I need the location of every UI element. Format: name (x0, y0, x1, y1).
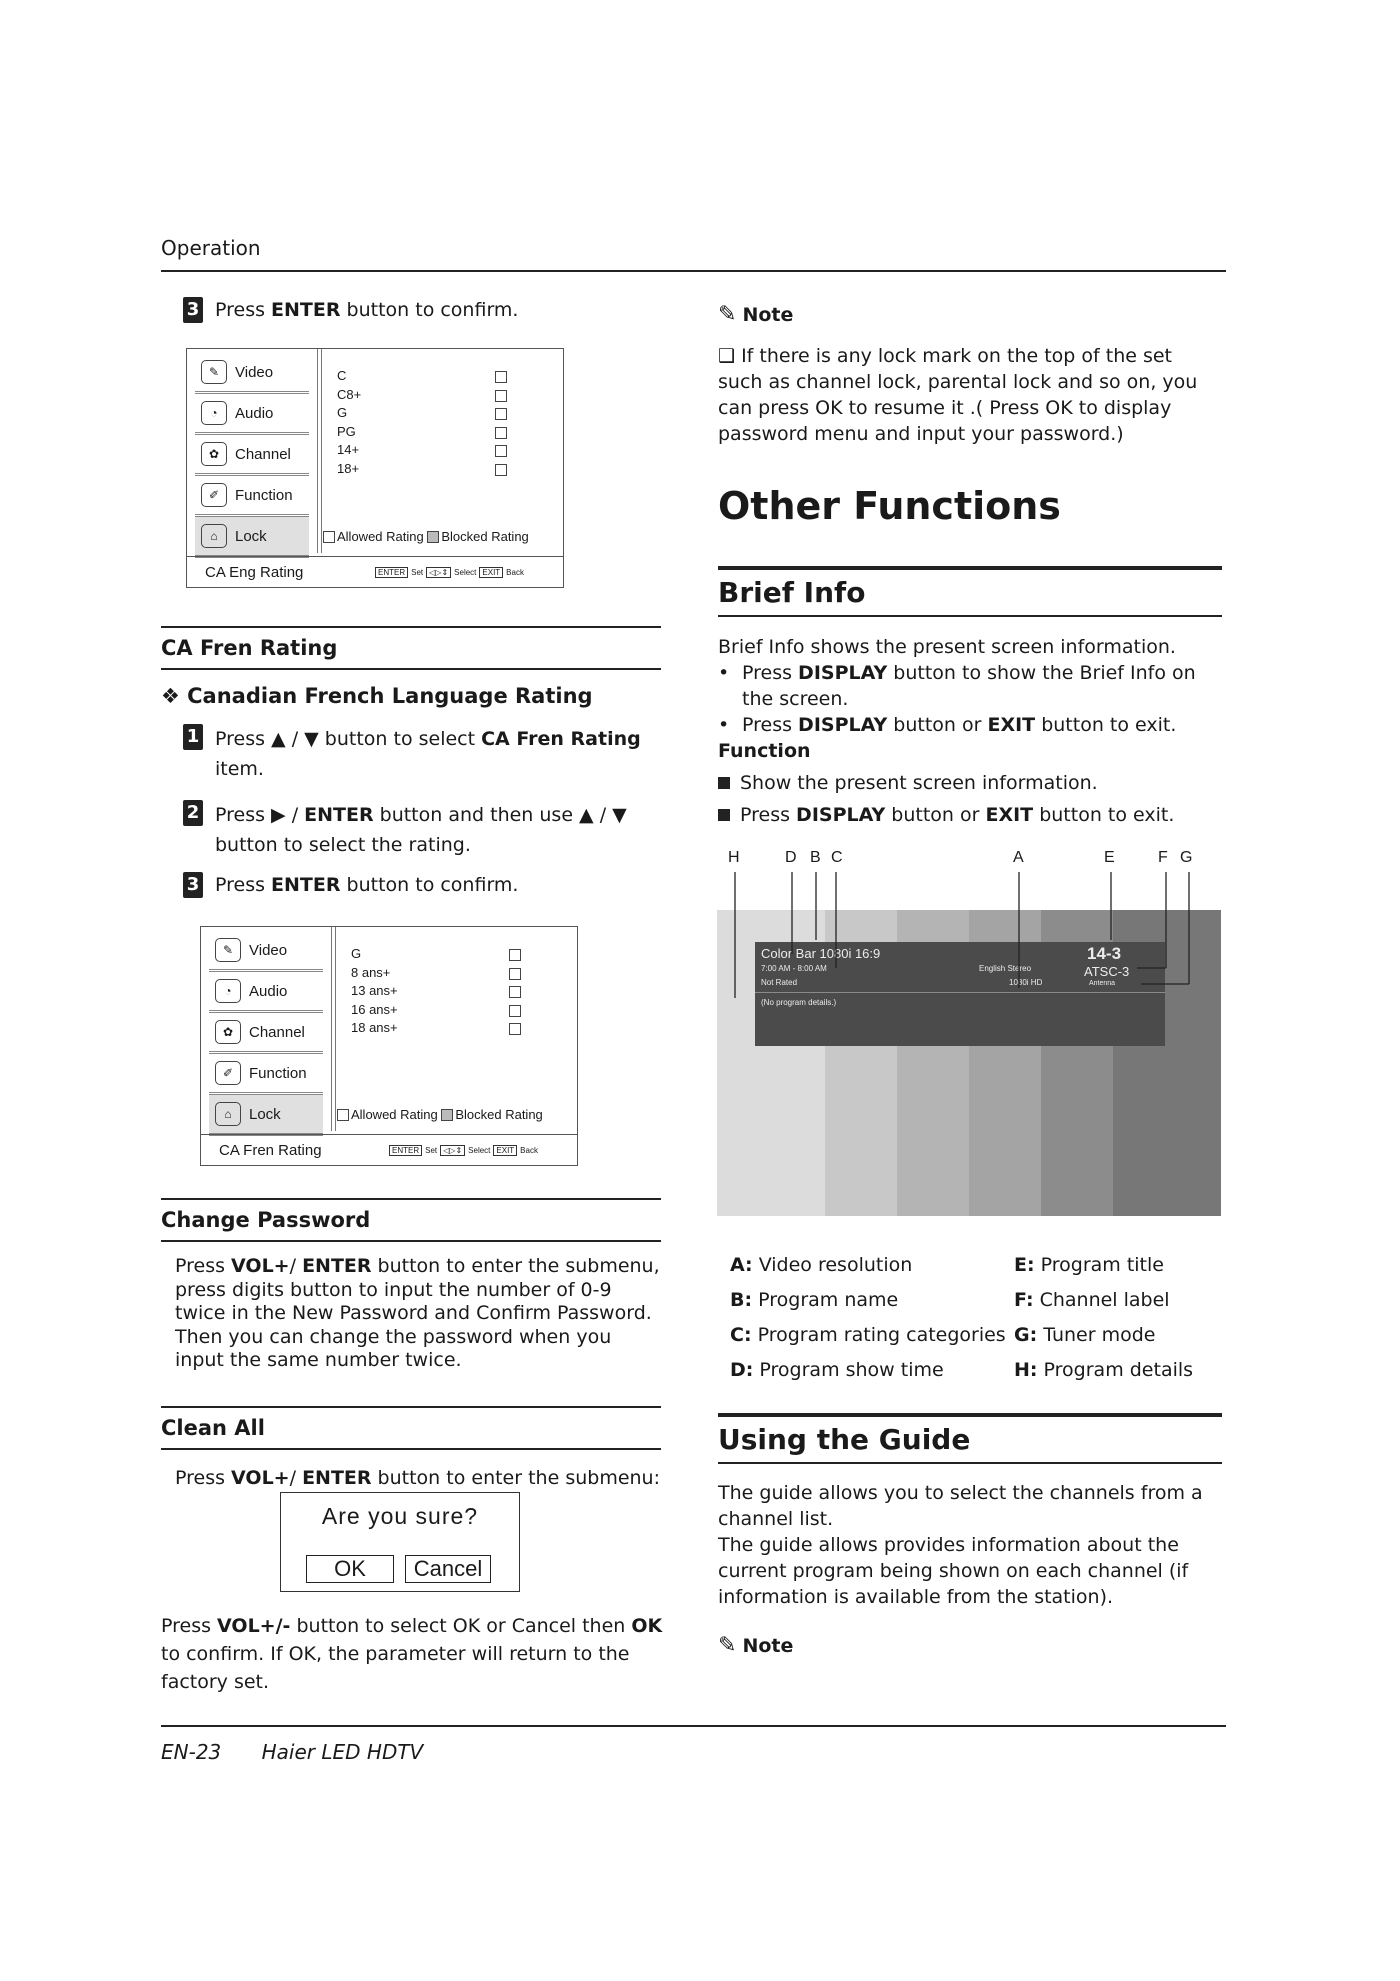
menu-name: CA Eng Rating (205, 563, 304, 581)
menu-item-video[interactable]: ✎ Video (195, 353, 309, 394)
step-3-confirm (183, 297, 518, 323)
rating-row[interactable]: 18+ (337, 460, 507, 479)
legend-item: H: Program details (1014, 1359, 1194, 1381)
callout-g: G (1180, 849, 1193, 866)
footer-rule (161, 1725, 1226, 1727)
bullet-item: • Press DISPLAY button to show the Brief Info on the screen. (718, 662, 1196, 710)
channel-label: 14-3 (1087, 944, 1122, 963)
legend-item: C: Program rating categories (730, 1324, 1006, 1346)
note-text: ❑ If there is any lock mark on the top of the set such as channel lock, parental lock and so on, you can press OK to resume it .( Press OK to display password menu and input your password.) (718, 345, 1198, 445)
rating-checkbox (509, 949, 521, 961)
menu-item-video[interactable]: ✎ Video (209, 931, 323, 972)
pencil-icon: ✎ (718, 1633, 737, 1658)
menu-item-lock[interactable]: ⌂ Lock (209, 1095, 323, 1136)
section-using-the-guide: Using the Guide (718, 1419, 1222, 1464)
guide-text (718, 1480, 1222, 1610)
menu-item-audio[interactable]: ◔ Audio (209, 972, 323, 1013)
menu-item-function[interactable]: ✐ Function (195, 476, 309, 517)
rating-checkbox (495, 464, 507, 476)
rating-checkbox (495, 408, 507, 420)
rating-legend: Allowed Rating Blocked Rating (337, 1107, 543, 1123)
square-bullet: Press DISPLAY button or EXIT button to exit. (718, 802, 1222, 828)
rating-checkbox (495, 427, 507, 439)
arrow-keys-icon: ◁▷⇕ (426, 567, 451, 578)
change-password-text: Press VOL+/ ENTER button to enter the submenu, press digits button to input the number of 0-9 twice in the New Password and Confirm Password. Then you can change the password when you input the same number twice. (175, 1255, 660, 1371)
note-heading: ✎ Note (718, 302, 794, 327)
rating-list (351, 945, 521, 1038)
clean-all-intro: Press VOL+/ ENTER button to enter the submenu: (175, 1467, 661, 1489)
rating-checkbox (509, 986, 521, 998)
legend-item: A: Video resolution (730, 1254, 913, 1276)
menu-status-bar (201, 1134, 577, 1165)
video-resolution: 1080i HD (1009, 978, 1043, 987)
square-bullet: Show the present screen information. (718, 770, 1222, 796)
rating-legend: Allowed Rating Blocked Rating (323, 529, 529, 545)
subheading-canadian-french: ❖ Canadian French Language Rating (161, 684, 593, 708)
program-details: (No program details.) (761, 998, 837, 1007)
step-text: Press ENTER button to confirm. (215, 874, 519, 896)
menu-item-audio[interactable]: ◔ Audio (195, 394, 309, 435)
audio-info: English Stereo (979, 964, 1032, 973)
bullet-item: • Press DISPLAY button or EXIT button to exit. (718, 714, 1177, 736)
title-other-functions: Other Functions (718, 484, 1061, 528)
video-icon: ✎ (215, 938, 241, 962)
callout-e: E (1104, 849, 1115, 866)
rating-row[interactable]: G (337, 404, 507, 423)
arrow-keys-icon: ◁▷⇕ (440, 1145, 465, 1156)
menu-divider (331, 927, 336, 1131)
guide-paragraph: The guide allows you to select the channels from a channel list. (718, 1482, 1203, 1530)
menu-name: CA Fren Rating (219, 1141, 322, 1159)
rating-category: Not Rated (761, 978, 798, 987)
step-2 (183, 800, 663, 860)
rating-checkbox (495, 390, 507, 402)
rating-row[interactable]: 8 ans+ (351, 964, 521, 983)
menu-status-bar (187, 556, 563, 587)
rating-checkbox (509, 1005, 521, 1017)
cancel-button[interactable]: Cancel (405, 1555, 491, 1583)
menu-divider (317, 349, 322, 553)
lock-icon: ⌂ (201, 524, 227, 548)
ca-fren-rating-menu (200, 926, 578, 1166)
section-ca-fren-rating: CA Fren Rating (161, 626, 661, 670)
rating-list (337, 367, 507, 478)
menu-item-channel[interactable]: ✿ Channel (195, 435, 309, 476)
rating-checkbox (509, 968, 521, 980)
channel-icon: ✿ (215, 1020, 241, 1044)
clean-all-after: Press VOL+/- button to select OK or Cancel then OK to confirm. If OK, the parameter will return to the factory set. (161, 1615, 663, 1693)
callout-d: D (785, 849, 797, 866)
legend-item: G: Tuner mode (1014, 1324, 1156, 1346)
rating-row[interactable]: G (351, 945, 521, 964)
blocked-checkbox-icon (427, 531, 439, 543)
note-heading-2: ✎ Note (718, 1633, 794, 1658)
rating-row[interactable]: C8+ (337, 386, 507, 405)
rating-row[interactable]: 16 ans+ (351, 1001, 521, 1020)
rating-row[interactable]: 13 ans+ (351, 982, 521, 1001)
step-text: Press ▶ / ENTER button and then use ▲ / ▼ button to select the rating. (215, 804, 627, 856)
audio-icon: ◔ (201, 401, 227, 425)
step-3b (183, 872, 518, 898)
step-number: 3 (183, 872, 203, 898)
section-change-password: Change Password (161, 1198, 661, 1242)
callout-lines (717, 868, 1221, 998)
callout-b: B (810, 849, 821, 866)
rating-checkbox (495, 371, 507, 383)
key-hints: ENTER Set ◁▷⇕ Select EXIT Back (389, 1145, 538, 1156)
callout-legend (730, 1252, 1220, 1383)
audio-icon: ◔ (215, 979, 241, 1003)
allowed-checkbox-icon (337, 1109, 349, 1121)
blocked-checkbox-icon (441, 1109, 453, 1121)
antenna-label: Antenna (1089, 980, 1116, 987)
ok-button[interactable]: OK (306, 1555, 394, 1583)
rating-checkbox (495, 445, 507, 457)
page-number: EN-23 (161, 1740, 222, 1764)
step-number: 1 (183, 724, 203, 750)
brief-info-intro: Brief Info shows the present screen information. (718, 636, 1176, 658)
brief-info-body (718, 634, 1222, 828)
legend-item: B: Program name (730, 1289, 899, 1311)
callout-h: H (728, 849, 740, 866)
pencil-icon: ✎ (718, 302, 737, 327)
function-icon: ✐ (201, 483, 227, 507)
rating-row[interactable]: 14+ (337, 441, 507, 460)
allowed-checkbox-icon (323, 531, 335, 543)
channel-icon: ✿ (201, 442, 227, 466)
tuner-label: ATSC-3 (1084, 964, 1130, 979)
lock-icon: ⌂ (215, 1102, 241, 1126)
step-number: 3 (183, 297, 203, 323)
legend-item: F: Channel label (1014, 1289, 1170, 1311)
step-number: 2 (183, 800, 203, 826)
function-label: Function (718, 740, 811, 762)
callout-f: F (1158, 849, 1168, 866)
section-clean-all: Clean All (161, 1406, 661, 1450)
legend-item: E: Program title (1014, 1254, 1164, 1276)
running-header: Operation (161, 236, 261, 260)
callout-a: A (1013, 849, 1024, 866)
program-name: Color Bar 1080i 16:9 (761, 946, 881, 961)
legend-item: D: Program show time (730, 1359, 944, 1381)
show-time: 7:00 AM - 8:00 AM (761, 964, 827, 973)
menu-sidebar (209, 931, 323, 1136)
product-name: Haier LED HDTV (261, 1740, 424, 1764)
step-text: Press ENTER button to confirm. (215, 299, 519, 321)
video-icon: ✎ (201, 360, 227, 384)
rating-row[interactable]: PG (337, 423, 507, 442)
function-icon: ✐ (215, 1061, 241, 1085)
guide-paragraph: The guide allows provides information about the current program being shown on each channel (if information is available from the station). (718, 1534, 1189, 1608)
footer (161, 1740, 423, 1764)
section-brief-info: Brief Info (718, 572, 1222, 617)
menu-item-channel[interactable]: ✿ Channel (209, 1013, 323, 1054)
menu-item-lock[interactable]: ⌂ Lock (195, 517, 309, 558)
heading-rule (718, 566, 1222, 570)
callout-c: C (831, 849, 843, 866)
rating-checkbox (509, 1023, 521, 1035)
menu-item-function[interactable]: ✐ Function (209, 1054, 323, 1095)
ca-eng-rating-menu (186, 348, 564, 588)
rating-row[interactable]: C (337, 367, 507, 386)
heading-rule (718, 1413, 1222, 1417)
key-hints: ENTER Set ◁▷⇕ Select EXIT Back (375, 567, 524, 578)
dialog-question: Are you sure? (321, 1503, 479, 1529)
menu-sidebar (195, 353, 309, 558)
step-1 (183, 724, 663, 784)
rating-row[interactable]: 18 ans+ (351, 1019, 521, 1038)
step-text: Press ▲ / ▼ button to select CA Fren Rating item. (215, 728, 641, 780)
confirm-dialog (280, 1492, 520, 1592)
header-rule (161, 270, 1226, 272)
